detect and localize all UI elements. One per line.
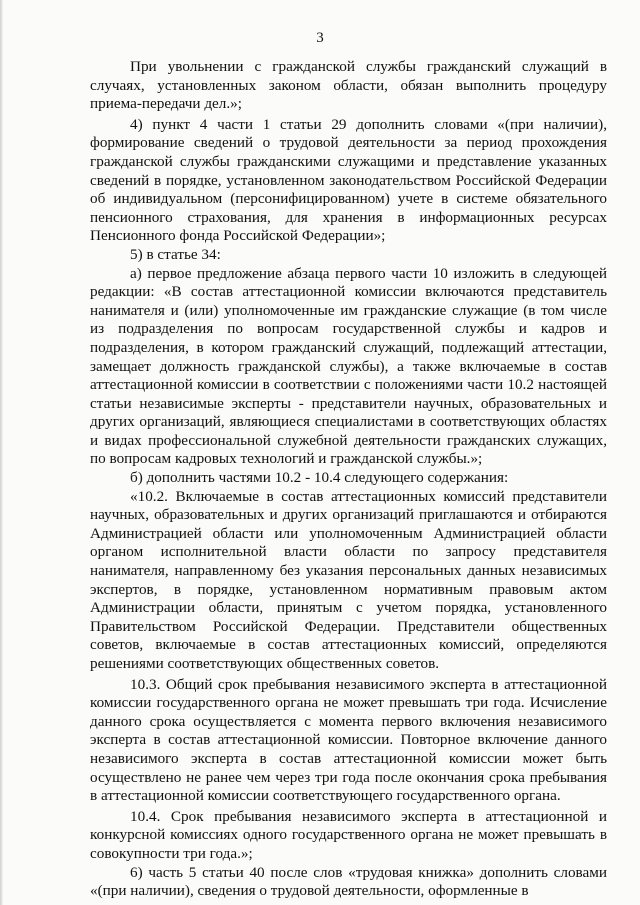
paragraph-part-10-2: «10.2. Включаемые в состав аттестационных комиссий представители научных, образовательных и других организаций приглашаются и отбираются Администрацией области или уполномоченным Администрацией области органом исполнительной власти области по запросу представителя нанимателя, направленному без указания персональных данных независимых экспертов, в порядке, установленном нормативным правовым актом Администрации области, принятым с учетом порядка, установленного Правительством Российской Федерации. Представители общественных советов, включаемые в состав аттестационных комиссий, определяются решениями соответствующих общественных советов. (90, 487, 607, 672)
paragraph-part-10-3: 10.3. Общий срок пребывания независимого эксперта в аттестационной комиссии государственного органа не может превышать три года. Исчисление данного срока осуществляется с момента первого включения независимого эксперта в состав аттестационной комиссии. Повторное включение данного независимого эксперта в состав аттестационной комиссии может быть осуществлено не ранее чем через три года после окончания срока пребывания в аттестационной комиссии соответствующего государственного органа. (90, 675, 607, 805)
paragraph-item-5b: б) дополнить частями 10.2 - 10.4 следующего содержания: (130, 469, 509, 487)
paragraph-item-5a: а) первое предложение абзаца первого части 10 изложить в следующей редакции: «В состав аттестационной комиссии включаются представитель нанимателя и (или) уполномоченные им гражданские служащие (в том числе из подразделения по вопросам государственной службы и кадров и подразделения, в котором гражданский служащий, подлежащий аттестации, замещает должность гражданской службы), а также включаемые в состав аттестационной комиссии в соответствии с положениями части 10.2 настоящей статьи независимые эксперты - представители научных, образовательных и других организаций, являющиеся специалистами в соответствующих областях и видах профессиональной служебной деятельности гражданских служащих, по вопросам кадровых технологий и гражданской службы.»; (90, 264, 607, 468)
paragraph-part-10-4: 10.4. Срок пребывания независимого эксперта в аттестационной и конкурсной комиссиях одного государственного органа не может превышать в совокупности три года.»; (90, 807, 607, 862)
paragraph-item-4: 4) пункт 4 части 1 статьи 29 дополнить словами «(при наличии), формирование сведений о трудовой деятельности за период прохождения гражданской службы гражданскими служащими и представление указанных сведений в порядке, установленном законодательством Российской Федерации об индивидуальном (персонифицированном) учете в системе обязательного пенсионного страхования, для хранения в информационных ресурсах Пенсионного фонда Российской Федерации»; (90, 115, 607, 245)
paragraph-dismissal: При увольнении с гражданской службы гражданский служащий в случаях, установленных законом области, обязан выполнить процедуру приема-передачи дел.»; (90, 58, 607, 113)
scan-edge (0, 0, 3, 905)
paragraph-item-6: 6) часть 5 статьи 40 после слов «трудовая книжка» дополнить словами «(при наличии), сведения о трудовой деятельности, оформленные в (90, 863, 607, 900)
document-body (90, 58, 607, 901)
paragraph-item-5: 5) в статье 34: (130, 245, 221, 263)
page-number: 3 (316, 30, 324, 46)
